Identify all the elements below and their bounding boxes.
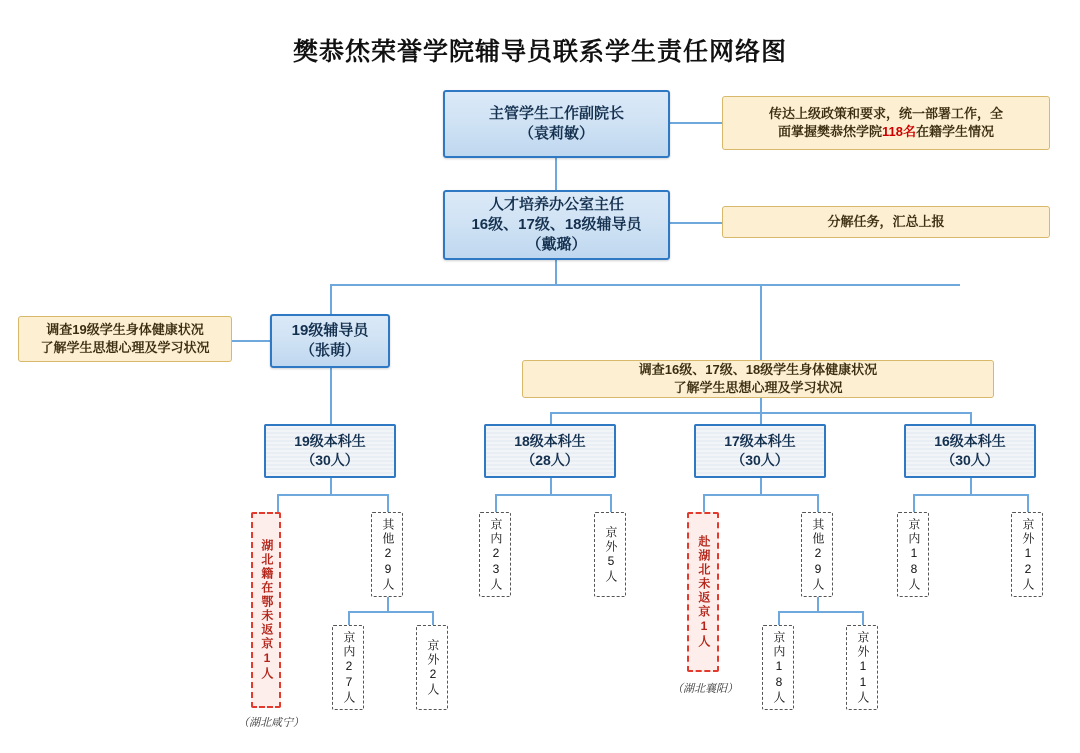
connector-s19-other <box>387 494 389 512</box>
node-talent-office[interactable] <box>443 190 670 260</box>
caption-hubei-17: （湖北襄阳） <box>672 683 738 695</box>
connector-s17-down <box>760 478 762 494</box>
leaf-jingwai-16 <box>1011 512 1043 597</box>
leaf-jingwai-19 <box>416 625 448 710</box>
connector-s16-jingwai <box>1027 494 1029 512</box>
leaf-other-19 <box>371 512 403 597</box>
connector-other19-bus <box>348 611 432 613</box>
node-students19-line1: 19级本科生 <box>294 433 366 450</box>
node-students18-line1: 18级本科生 <box>514 433 586 450</box>
leaf-jingnei-17 <box>762 625 794 710</box>
annotation-dean-line1: 传达上级政策和要求，统一部署工作，全 <box>768 106 1003 122</box>
node-students17-line1: 17级本科生 <box>724 433 796 450</box>
leaf-jingnei-18 <box>479 512 511 597</box>
connector-survey-bus <box>760 398 762 412</box>
connector-s16-jingnei <box>913 494 915 512</box>
node-counselor-19[interactable] <box>270 314 390 368</box>
leaf-jingnei-17-text: 京内18人 <box>771 630 786 705</box>
node-students-17[interactable] <box>694 424 826 478</box>
annotation-counselor-19 <box>18 316 232 362</box>
connector-s17-bus <box>703 494 817 496</box>
annotation-dean-highlight: 118名 <box>882 124 916 139</box>
connector-dean-office <box>555 158 557 190</box>
connector-bus-s16 <box>970 412 972 424</box>
connector-s17-other <box>817 494 819 512</box>
node-students16-line2: （30人） <box>941 452 999 468</box>
leaf-hubei-19-text: 湖北籍在鄂未返京1人 <box>259 539 274 681</box>
leaf-other-19-text: 其他29人 <box>380 517 395 592</box>
connector-other19-jingnei <box>348 611 350 625</box>
leaf-other-17-text: 其他29人 <box>810 517 825 592</box>
node-students-18[interactable] <box>484 424 616 478</box>
leaf-jingnei-19 <box>332 625 364 710</box>
annotation-c19-line1: 调查19级学生身体健康状况 <box>46 322 204 338</box>
node-dean[interactable] <box>443 90 670 158</box>
connector-other17-down <box>817 597 819 611</box>
connector-bus-c19 <box>330 284 332 314</box>
annotation-c19-line2: 了解学生思想心理及学习状况 <box>40 340 210 355</box>
leaf-other-17 <box>801 512 833 597</box>
node-students19-line2: （30人） <box>301 452 359 468</box>
node-students16-line1: 16级本科生 <box>934 433 1006 450</box>
annotation-dean <box>722 96 1050 150</box>
connector-bus-s17 <box>760 412 762 424</box>
page-title: 樊恭烋荣誉学院辅导员联系学生责任网络图 <box>292 38 787 66</box>
node-dean-line2: （袁莉敏） <box>518 125 594 142</box>
node-students17-line2: （30人） <box>731 452 789 468</box>
leaf-hubei-17 <box>687 512 719 672</box>
node-dean-line1: 主管学生工作副院长 <box>488 104 624 122</box>
connector-s19-down <box>330 478 332 494</box>
connector-other17-bus <box>778 611 862 613</box>
annotation-dean-line2: 面掌握樊恭烋学院118名在籍学生情况 <box>777 124 994 139</box>
connector-office-note <box>670 222 722 224</box>
node-counselor19-line1: 19级辅导员 <box>291 321 369 339</box>
connector-s18-jingwai <box>610 494 612 512</box>
connector-other19-jingwai <box>432 611 434 625</box>
node-counselor19-line2: （张萌） <box>299 342 360 359</box>
leaf-jingwai-19-text: 京外2人 <box>425 638 440 697</box>
connector-s19-bus <box>277 494 387 496</box>
leaf-jingnei-16-text: 京内18人 <box>906 517 921 592</box>
leaf-jingnei-16 <box>897 512 929 597</box>
annotation-survey-line1: 调查16级、17级、18级学生身体健康状况 <box>638 362 878 378</box>
leaf-jingwai-17-text: 京外11人 <box>855 630 870 705</box>
annotation-survey-line2: 了解学生思想心理及学习状况 <box>673 380 843 395</box>
connector-other19-down <box>387 597 389 611</box>
connector-s18-bus <box>495 494 610 496</box>
connector-s17-hubei <box>703 494 705 512</box>
annotation-survey-161718 <box>522 360 994 398</box>
connector-s16-bus <box>913 494 1027 496</box>
connector-note-c19 <box>232 340 270 342</box>
node-students-19[interactable] <box>264 424 396 478</box>
connector-bus-main <box>330 284 960 286</box>
connector-s16-down <box>970 478 972 494</box>
leaf-jingwai-18-text: 京外5人 <box>603 525 618 584</box>
connector-dean-note <box>670 122 722 124</box>
annotation-office-text: 分解任务，汇总上报 <box>827 214 945 230</box>
node-students18-line2: （28人） <box>521 452 579 468</box>
leaf-hubei-19 <box>251 512 281 708</box>
connector-s18-jingnei <box>495 494 497 512</box>
leaf-jingnei-19-text: 京内27人 <box>341 630 356 705</box>
leaf-jingnei-18-text: 京内23人 <box>488 517 503 592</box>
connector-bus-s18 <box>550 412 552 424</box>
leaf-jingwai-17 <box>846 625 878 710</box>
connector-s19-hubei <box>277 494 279 512</box>
node-students-16[interactable] <box>904 424 1036 478</box>
connector-office-bus <box>555 260 557 284</box>
caption-hubei-19: （湖北咸宁） <box>238 717 304 729</box>
leaf-hubei-17-text: 赴湖北未返京1人 <box>696 535 711 649</box>
node-office-line1: 人才培养办公室主任 <box>488 195 624 213</box>
connector-bus-survey <box>760 284 762 360</box>
connector-s18-down <box>550 478 552 494</box>
connector-c19-s19 <box>330 368 332 424</box>
annotation-office <box>722 206 1050 238</box>
connector-other17-jingwai <box>862 611 864 625</box>
leaf-jingwai-16-text: 京外12人 <box>1020 517 1035 592</box>
leaf-jingwai-18 <box>594 512 626 597</box>
node-office-line3: （戴璐） <box>526 236 587 254</box>
connector-other17-jingnei <box>778 611 780 625</box>
node-office-line2: 16级、17级、18级辅导员 <box>471 215 642 233</box>
